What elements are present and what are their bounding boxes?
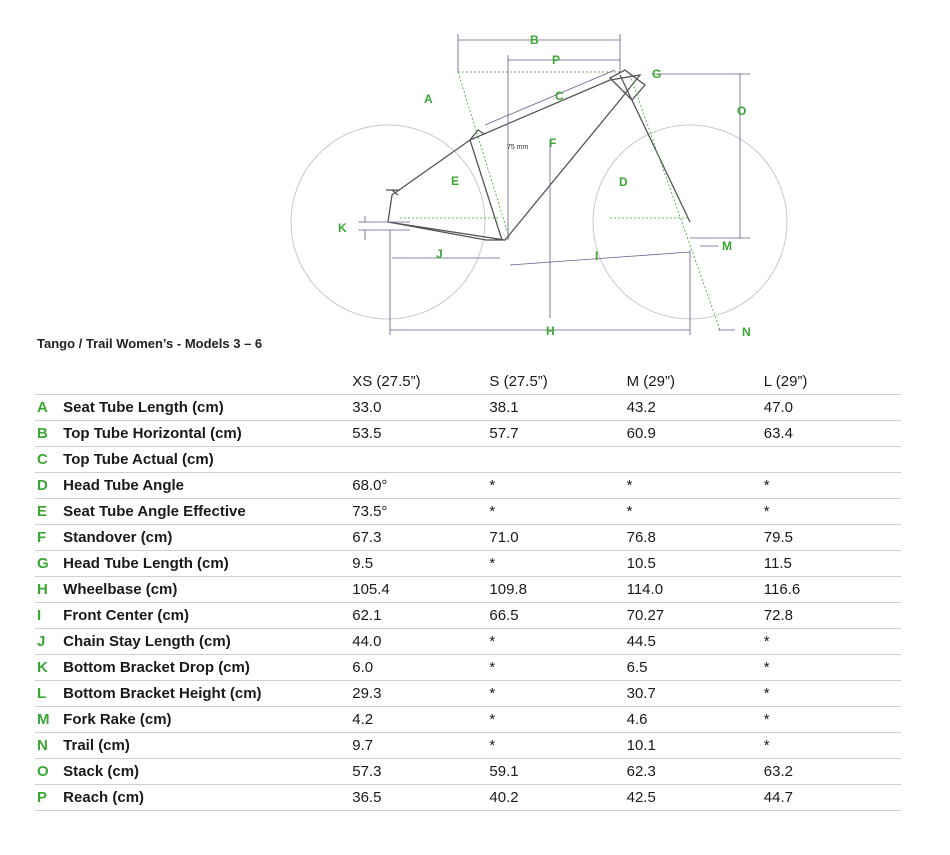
row-value: 6.5 xyxy=(627,655,764,681)
row-letter: H xyxy=(35,577,63,603)
row-label: Seat Tube Length (cm) xyxy=(63,395,352,421)
row-letter: A xyxy=(35,395,63,421)
row-value: 30.7 xyxy=(627,681,764,707)
row-value: * xyxy=(489,629,626,655)
row-value: 11.5 xyxy=(764,551,901,577)
row-letter: G xyxy=(35,551,63,577)
table-row xyxy=(35,681,901,707)
table-row xyxy=(35,733,901,759)
column-header: XS (27.5”) xyxy=(352,369,489,395)
row-letter: K xyxy=(35,655,63,681)
row-value: 57.7 xyxy=(489,421,626,447)
row-letter: M xyxy=(35,707,63,733)
row-value xyxy=(627,447,764,473)
table-row xyxy=(35,577,901,603)
row-value: 4.6 xyxy=(627,707,764,733)
row-value: 59.1 xyxy=(489,759,626,785)
row-value: 4.2 xyxy=(352,707,489,733)
table-row xyxy=(35,395,901,421)
row-value: * xyxy=(764,629,901,655)
row-value: 38.1 xyxy=(489,395,626,421)
diagram-label-h: H xyxy=(546,324,555,338)
table-row xyxy=(35,655,901,681)
row-label: Chain Stay Length (cm) xyxy=(63,629,352,655)
row-value: 116.6 xyxy=(764,577,901,603)
row-value: * xyxy=(489,499,626,525)
row-value: 62.3 xyxy=(627,759,764,785)
row-value: 68.0° xyxy=(352,473,489,499)
row-value: 109.8 xyxy=(489,577,626,603)
diagram-label-b: B xyxy=(530,33,539,47)
diagram-label-d: D xyxy=(619,175,628,189)
row-value: 63.4 xyxy=(764,421,901,447)
row-value: 72.8 xyxy=(764,603,901,629)
row-value: * xyxy=(489,551,626,577)
table-row xyxy=(35,759,901,785)
diagram-label-i: I xyxy=(595,249,599,263)
diagram-label-n: N xyxy=(742,325,751,339)
row-value: 9.5 xyxy=(352,551,489,577)
table-row xyxy=(35,785,901,811)
table-row xyxy=(35,447,901,473)
row-value: 10.5 xyxy=(627,551,764,577)
row-label: Wheelbase (cm) xyxy=(63,577,352,603)
row-value: * xyxy=(489,655,626,681)
row-value: * xyxy=(489,733,626,759)
diagram-label-o: O xyxy=(737,104,747,118)
diagram-label-c: C xyxy=(555,89,564,103)
row-value: 105.4 xyxy=(352,577,489,603)
row-value: * xyxy=(764,681,901,707)
diagram-label-k: K xyxy=(338,221,347,235)
row-value: * xyxy=(489,473,626,499)
row-label: Seat Tube Angle Effective xyxy=(63,499,352,525)
row-letter: F xyxy=(35,525,63,551)
row-value: * xyxy=(627,473,764,499)
row-value: 47.0 xyxy=(764,395,901,421)
row-label: Standover (cm) xyxy=(63,525,352,551)
row-value: 44.0 xyxy=(352,629,489,655)
row-letter: P xyxy=(35,785,63,811)
row-value: 114.0 xyxy=(627,577,764,603)
row-letter: L xyxy=(35,681,63,707)
table-row xyxy=(35,629,901,655)
diagram-label-f: F xyxy=(549,136,557,150)
column-header: M (29”) xyxy=(627,369,764,395)
row-label: Front Center (cm) xyxy=(63,603,352,629)
diagram-label-j: J xyxy=(436,247,443,261)
row-value: 43.2 xyxy=(627,395,764,421)
row-value: * xyxy=(764,733,901,759)
diagram-note-75mm: 75 mm xyxy=(507,144,529,151)
row-value: 79.5 xyxy=(764,525,901,551)
row-label: Bottom Bracket Drop (cm) xyxy=(63,655,352,681)
diagram-label-g: G xyxy=(652,67,662,81)
row-value: 33.0 xyxy=(352,395,489,421)
row-letter: D xyxy=(35,473,63,499)
page-title: Tango / Trail Women’s - Models 3 – 6 xyxy=(37,336,263,351)
table-row xyxy=(35,421,901,447)
row-label: Head Tube Length (cm) xyxy=(63,551,352,577)
row-value: 70.27 xyxy=(627,603,764,629)
row-label: Reach (cm) xyxy=(63,785,352,811)
diagram-label-e: E xyxy=(451,174,460,188)
bike-geometry-diagram xyxy=(0,0,950,340)
row-value: 71.0 xyxy=(489,525,626,551)
row-value: 10.1 xyxy=(627,733,764,759)
row-value: * xyxy=(764,473,901,499)
table-header-row xyxy=(35,369,901,395)
row-label: Fork Rake (cm) xyxy=(63,707,352,733)
row-label: Top Tube Horizontal (cm) xyxy=(63,421,352,447)
row-value: * xyxy=(627,499,764,525)
row-value: 60.9 xyxy=(627,421,764,447)
row-value: 62.1 xyxy=(352,603,489,629)
geometry-table xyxy=(35,369,901,811)
table-row xyxy=(35,525,901,551)
row-label: Head Tube Angle xyxy=(63,473,352,499)
row-value: * xyxy=(489,707,626,733)
row-label: Trail (cm) xyxy=(63,733,352,759)
diagram-label-a: A xyxy=(424,92,433,106)
table-row xyxy=(35,473,901,499)
row-value: 9.7 xyxy=(352,733,489,759)
column-header: L (29”) xyxy=(764,369,901,395)
row-letter: E xyxy=(35,499,63,525)
row-value: 53.5 xyxy=(352,421,489,447)
row-letter: N xyxy=(35,733,63,759)
row-value: * xyxy=(764,707,901,733)
row-letter: C xyxy=(35,447,63,473)
row-letter: O xyxy=(35,759,63,785)
row-value xyxy=(764,447,901,473)
table-row xyxy=(35,603,901,629)
row-value: 63.2 xyxy=(764,759,901,785)
row-value xyxy=(352,447,489,473)
row-value: 44.7 xyxy=(764,785,901,811)
row-value: 67.3 xyxy=(352,525,489,551)
row-value xyxy=(489,447,626,473)
table-row xyxy=(35,707,901,733)
row-value: 36.5 xyxy=(352,785,489,811)
row-letter: I xyxy=(35,603,63,629)
table-row xyxy=(35,499,901,525)
row-value: 42.5 xyxy=(627,785,764,811)
row-value: 57.3 xyxy=(352,759,489,785)
row-value: 6.0 xyxy=(352,655,489,681)
diagram-label-p: P xyxy=(552,53,561,67)
row-letter: B xyxy=(35,421,63,447)
table-row xyxy=(35,551,901,577)
row-value: 40.2 xyxy=(489,785,626,811)
row-label: Stack (cm) xyxy=(63,759,352,785)
row-value: * xyxy=(489,681,626,707)
row-value: 29.3 xyxy=(352,681,489,707)
row-label: Top Tube Actual (cm) xyxy=(63,447,352,473)
row-value: * xyxy=(764,499,901,525)
row-value: * xyxy=(764,655,901,681)
row-value: 66.5 xyxy=(489,603,626,629)
row-letter: J xyxy=(35,629,63,655)
row-value: 76.8 xyxy=(627,525,764,551)
row-value: 44.5 xyxy=(627,629,764,655)
row-label: Bottom Bracket Height (cm) xyxy=(63,681,352,707)
row-value: 73.5° xyxy=(352,499,489,525)
column-header: S (27.5”) xyxy=(489,369,626,395)
diagram-label-m: M xyxy=(722,239,732,253)
